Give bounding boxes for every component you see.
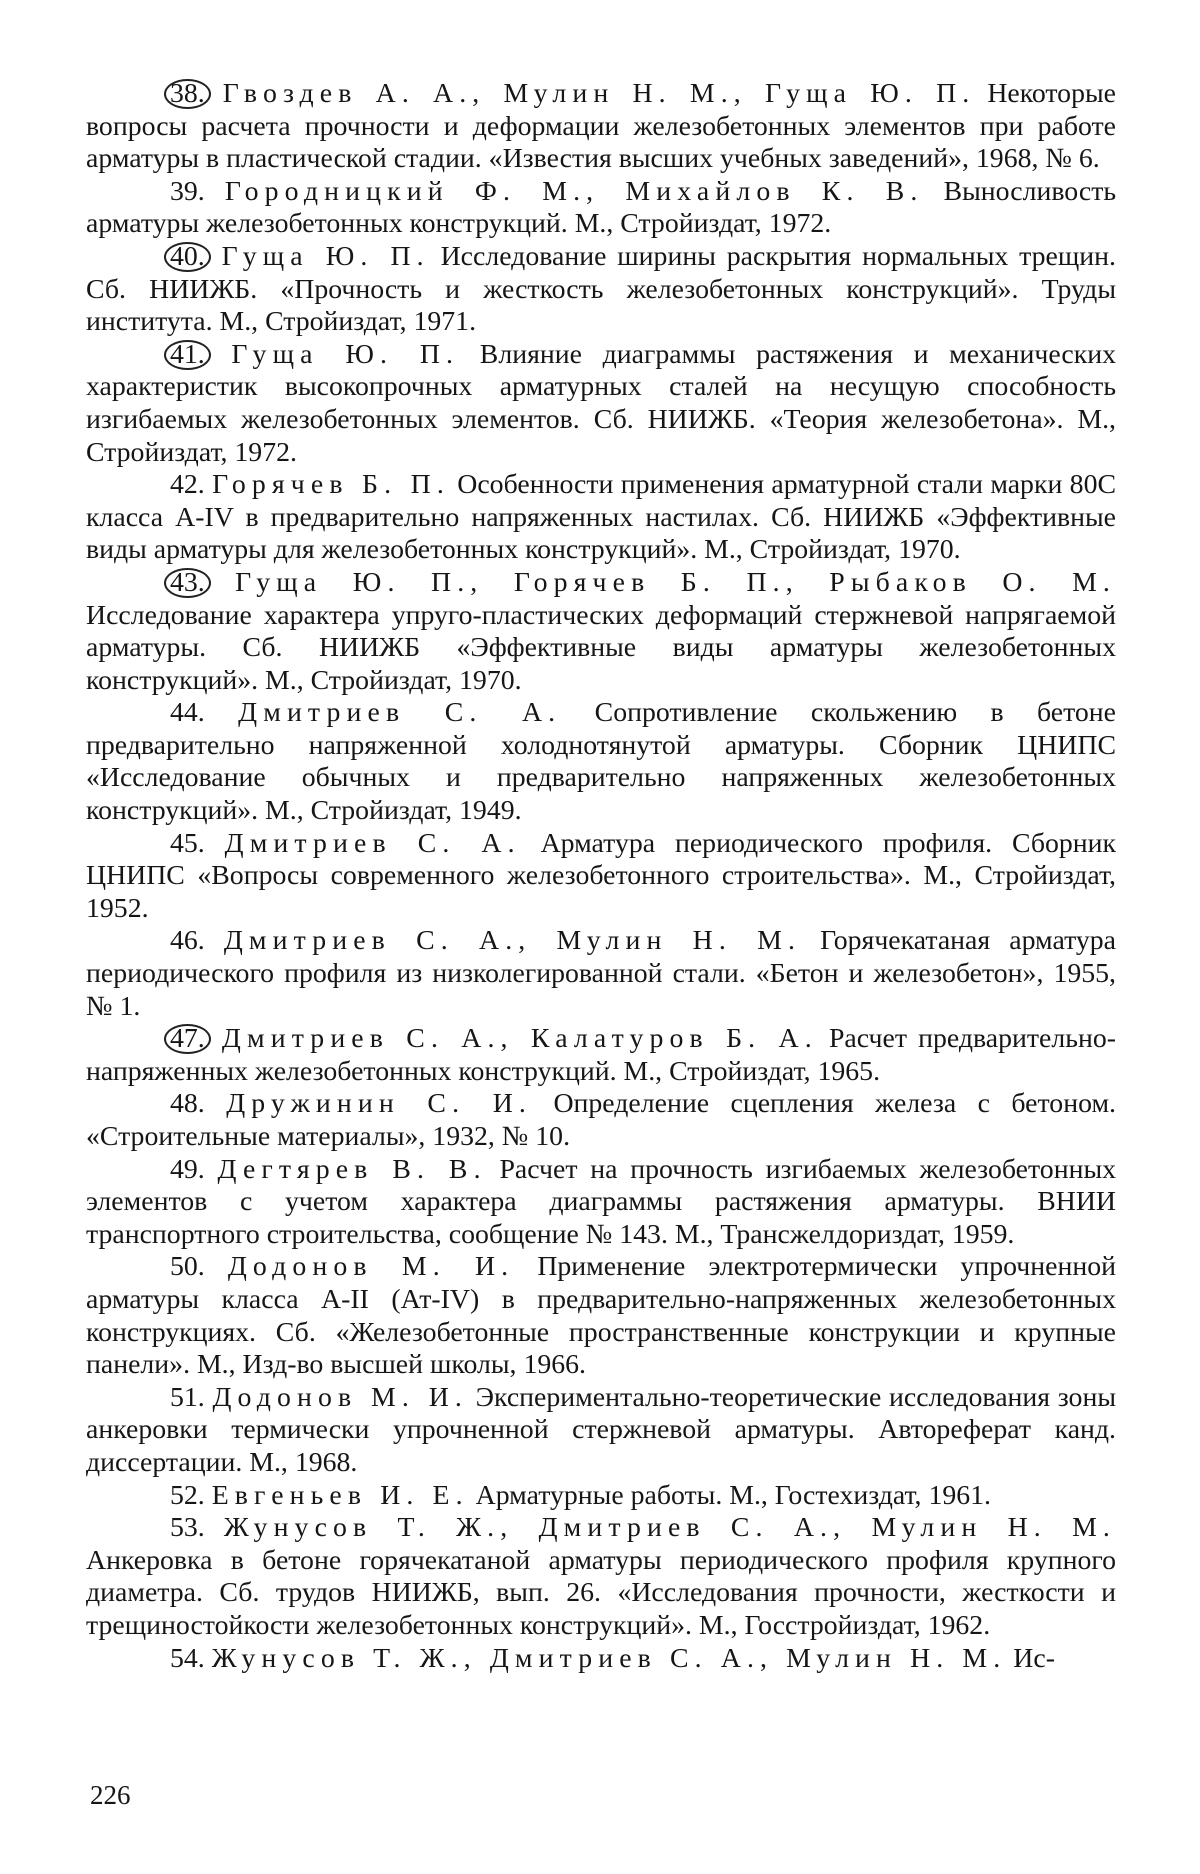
reference-list (86, 78, 1116, 1675)
reference-number (86, 339, 211, 372)
reference-number: 49. (170, 1153, 205, 1185)
hand-drawn-circle-mark: 38. (164, 79, 211, 109)
reference-entry (86, 1154, 1116, 1252)
reference-number (86, 78, 211, 111)
reference-text: Горячекатаная арматура периодического профиля из низколегированной стали. «Бетон и железобетон», 1955, № 1. (86, 925, 1116, 1022)
reference-entry (86, 78, 1116, 176)
reference-authors: Дмитриев С. А., Калатуров Б. А. (221, 1023, 818, 1055)
reference-number: 52. (170, 1479, 205, 1511)
reference-authors: Додонов М. И. (227, 1251, 515, 1283)
reference-number: 50. (170, 1251, 205, 1283)
reference-number: 51. (170, 1381, 205, 1413)
reference-authors: Жунусов Т. Ж., Дмитриев С. А., Мулин Н. М. (223, 1512, 1116, 1544)
reference-text: Особенности применения арматурной стали марки 80С класса А-IV в предварительно напряженных настилах. Сб. НИИЖБ «Эффективные виды арматуры для железобетонных конструкций». М., Стройиздат, 1970. (86, 469, 1117, 566)
reference-number: 48. (170, 1088, 205, 1120)
reference-number: 44. (170, 697, 205, 729)
reference-entry (86, 1480, 1116, 1513)
reference-authors: Дмитриев С. А. (238, 697, 562, 729)
reference-entry (86, 1643, 1116, 1676)
reference-authors: Дмитриев С. А., Мулин Н. М. (223, 925, 802, 957)
reference-authors: Дегтярев В. В. (217, 1153, 487, 1185)
reference-authors: Городницкий Ф. М., Михайлов К. В. (224, 175, 924, 207)
reference-entry (86, 176, 1116, 241)
bibliography-page (86, 78, 1116, 1778)
reference-text: Расчет на прочность изгибаемых железобетонных элементов с учетом характера диаграммы растяжения арматуры. ВНИИ транспортного строительства, сообщение № 143. М., Трансжелдориздат, 1959. (86, 1153, 1117, 1250)
reference-entry (86, 1088, 1116, 1153)
reference-entry (86, 925, 1116, 1023)
reference-text: Ис- (1013, 1642, 1055, 1674)
reference-text: Выносливость арматуры железобетонных конструкций. М., Стройиздат, 1972. (86, 175, 1117, 240)
reference-text: Анкеровка в бетоне горячекатаной арматуры периодического профиля крупного диаметра. Сб. трудов НИИЖБ, вып. 26. «Исследования прочности, жесткости и трещиностойкости железобетонных конструкций». М., Госстройиздат, 1962. (86, 1544, 1116, 1641)
reference-text: Арматурные работы. М., Гостехиздат, 1961. (475, 1479, 991, 1511)
reference-entry (86, 469, 1116, 567)
reference-number: 54. (170, 1642, 205, 1674)
reference-text: Сопротивление скольжению в бетоне предварительно напряженной холоднотянутой арматуры. Сборник ЦНИПС «Исследование обычных и предварительно напряженных железобетонных конструкций». М., Стройиздат, 1949. (86, 697, 1117, 827)
reference-authors: Гуща Ю. П., Горячев Б. П., Рыбаков О. М. (235, 566, 1116, 598)
reference-text: Исследование характера упруго-пластических деформаций стержневой напрягаемой арматуры. Сб. НИИЖБ «Эффективные виды арматуры железобетонных конструкций». М., Стройиздат, 1970. (86, 599, 1116, 696)
reference-text: Экспериментально-теоретические исследования зоны анкеровки термически упрочненной стержневой арматуры. Автореферат канд. диссертации. М., 1968. (86, 1381, 1117, 1478)
reference-entry (86, 828, 1116, 926)
reference-text: Применение электротермически упрочненной арматуры класса А-II (Ат-IV) в предварительно-напряженных железобетонных конструкциях. Сб. «Железобетонные пространственные конструкции и крупные панели». М., Изд-во высшей школы, 1966. (86, 1251, 1116, 1381)
reference-authors: Горячев Б. П. (212, 469, 450, 501)
page-number: 226 (90, 1780, 131, 1810)
reference-number: 45. (170, 827, 205, 859)
reference-number: 42. (170, 469, 205, 501)
reference-entry (86, 1382, 1116, 1480)
hand-drawn-circle-mark: 43. (164, 568, 211, 598)
reference-authors: Гуща Ю. П. (231, 338, 460, 370)
reference-number: 53. (170, 1512, 205, 1544)
reference-text: Исследование ширины раскрытия нормальных трещин. Сб. НИИЖБ. «Прочность и жесткость железобетонных конструкций». Труды института. М., Стройиздат, 1971. (86, 240, 1116, 338)
hand-drawn-circle-mark: 41. (164, 340, 211, 370)
reference-number (86, 241, 211, 274)
reference-entry (86, 697, 1116, 827)
reference-authors: Жунусов Т. Ж., Дмитриев С. А., Мулин Н. М. (211, 1642, 1007, 1674)
reference-authors: Евгеньев И. Е. (211, 1479, 469, 1511)
reference-authors: Дмитриев С. А. (224, 827, 521, 859)
reference-entry (86, 241, 1116, 339)
reference-authors: Гвоздев А. А., Мулин Н. М., Гуща Ю. П. (222, 78, 976, 109)
reference-entry (86, 1512, 1116, 1642)
reference-number (86, 1023, 211, 1056)
reference-number: 46. (170, 925, 205, 957)
reference-entry (86, 1251, 1116, 1381)
reference-entry (86, 567, 1116, 697)
reference-entry (86, 1023, 1116, 1088)
reference-text: Арматура периодического профиля. Сборник ЦНИПС «Вопросы современного железобетонного строительства». М., Стройиздат, 1952. (86, 827, 1117, 924)
reference-authors: Дружинин С. И. (226, 1088, 532, 1120)
hand-drawn-circle-mark: 47. (164, 1024, 211, 1054)
reference-number (86, 567, 211, 600)
reference-text: Расчет предварительно-напряженных железобетонных конструкций. М., Стройиздат, 1965. (86, 1023, 1116, 1087)
reference-text: Некоторые вопросы расчета прочности и деформации железобетонных элементов при работе арматуры в пластической стадии. «Известия высших учебных заведений», 1968, № 6. (86, 78, 1116, 175)
reference-text: Определение сцепления железа с бетоном. «Строительные материалы», 1932, № 10. (86, 1088, 1116, 1152)
hand-drawn-circle-mark: 40. (164, 242, 211, 272)
reference-text: Влияние диаграммы растяжения и механических характеристик высокопрочных арматурных сталей на несущую способность изгибаемых железобетонных элементов. Сб. НИИЖБ. «Теория железобетона». М., Стройиздат, 1972. (86, 338, 1116, 468)
reference-entry (86, 339, 1116, 469)
reference-authors: Додонов М. И. (212, 1381, 468, 1413)
reference-authors: Гуща Ю. П. (221, 240, 430, 272)
reference-number: 39. (170, 175, 205, 207)
